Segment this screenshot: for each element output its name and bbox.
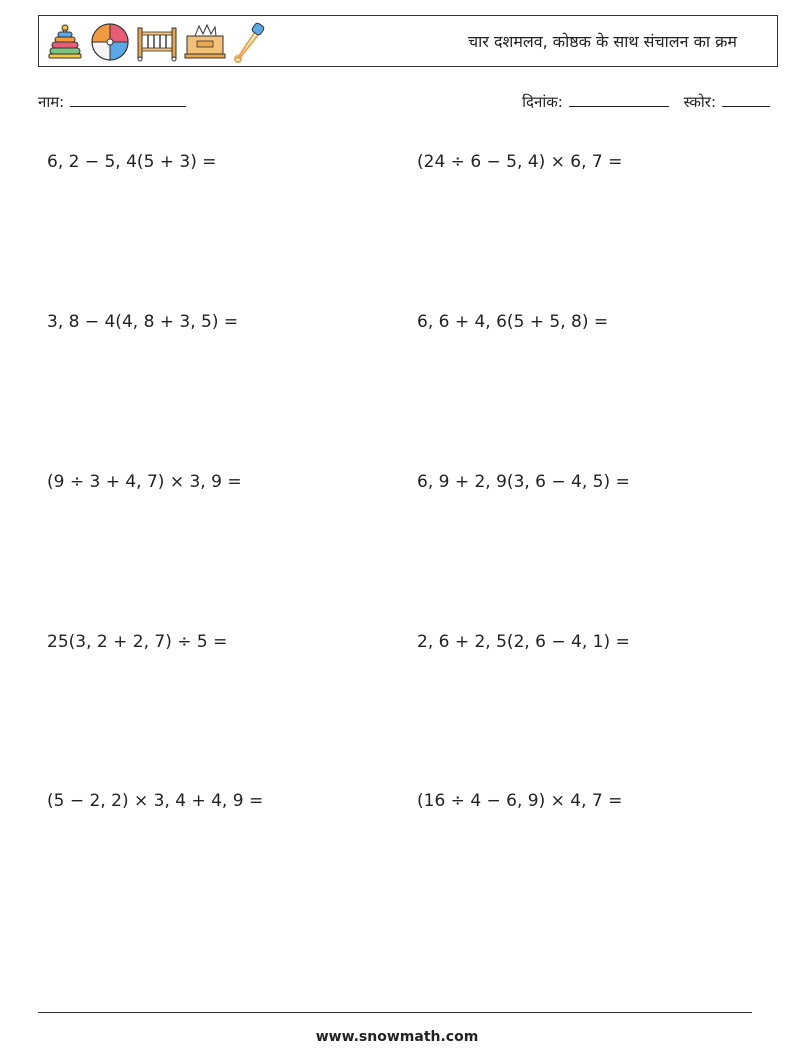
date-label: दिनांक:	[522, 93, 563, 111]
header-icons	[45, 20, 267, 64]
problem-3: 3, 8 − 4(4, 8 + 3, 5) =	[47, 312, 239, 332]
stacking-rings-icon	[45, 22, 85, 62]
score-label: स्कोर:	[683, 93, 716, 111]
header-box	[38, 15, 778, 67]
footer-divider	[38, 1012, 752, 1013]
name-field	[38, 92, 186, 112]
crib-icon	[135, 22, 179, 62]
date-score-field	[522, 92, 770, 112]
problem-4: 6, 6 + 4, 6(5 + 5, 8) =	[417, 312, 609, 332]
problem-10: (16 ÷ 4 − 6, 9) × 4, 7 =	[417, 791, 623, 811]
score-line[interactable]	[722, 92, 770, 107]
problem-6: 6, 9 + 2, 9(3, 6 − 4, 5) =	[417, 472, 630, 492]
safety-pin-icon	[231, 21, 267, 63]
beach-ball-icon	[89, 21, 131, 63]
worksheet-title: चार दशमलव, कोष्ठक के साथ संचालन का क्रम	[468, 32, 737, 51]
problem-2: (24 ÷ 6 − 5, 4) × 6, 7 =	[417, 152, 623, 172]
problem-1: 6, 2 − 5, 4(5 + 3) =	[47, 152, 217, 172]
tissue-box-icon	[183, 22, 227, 62]
date-line[interactable]	[569, 92, 669, 107]
problem-9: (5 − 2, 2) × 3, 4 + 4, 9 =	[47, 791, 264, 811]
name-label: नाम:	[38, 93, 65, 111]
name-line[interactable]	[70, 92, 186, 107]
problem-5: (9 ÷ 3 + 4, 7) × 3, 9 =	[47, 472, 242, 492]
problem-8: 2, 6 + 2, 5(2, 6 − 4, 1) =	[417, 632, 630, 652]
problem-7: 25(3, 2 + 2, 7) ÷ 5 =	[47, 632, 228, 652]
footer-website[interactable]: www.snowmath.com	[315, 1029, 479, 1045]
